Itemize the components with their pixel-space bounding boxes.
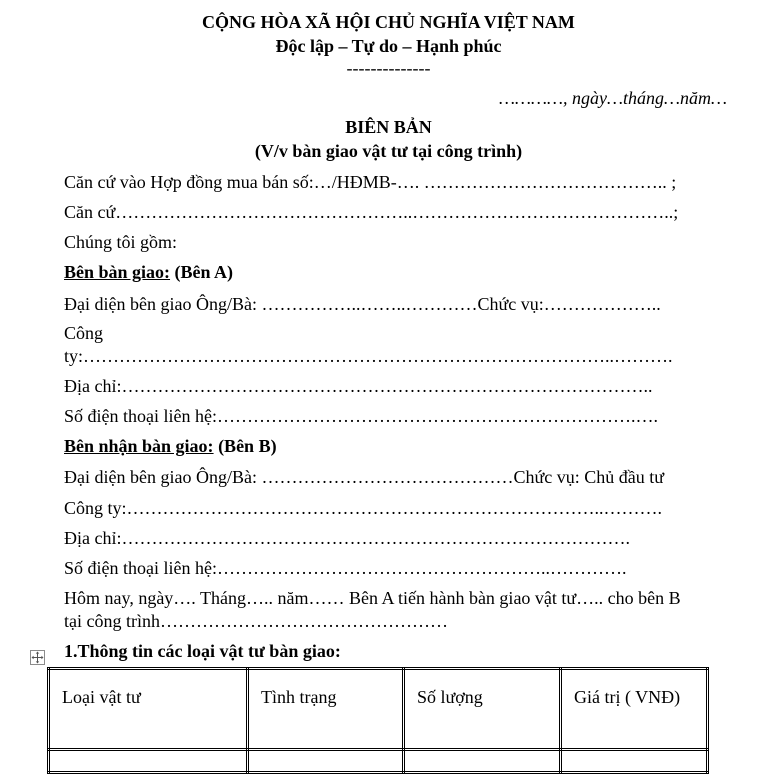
party-b-heading [64,437,277,455]
materials-table [47,667,709,774]
header-cell-quantity[interactable]: Số lượng [404,669,561,750]
party-a-company-line1: Công [64,323,104,343]
handover-line-2: tại công trình………………………………………… [64,611,448,631]
party-a-phone: Số điện thoại liên hệ:…………………………………………………………….…. [64,406,658,426]
party-b-heading-label: Bên nhận bàn giao: [64,436,214,456]
party-b-heading-suffix: (Bên B) [213,436,277,456]
move-icon [31,651,44,664]
table-cell[interactable] [248,750,404,773]
handover-line-1: Hôm nay, ngày…. Tháng….. năm…… Bên A tiến hành bàn giao vật tư….. cho bên B [64,588,681,608]
party-a-representative: Đại diện bên giao Ông/Bà: ……………..……..…………Chức vụ:……………….. [64,294,661,314]
header-separator: -------------- [346,58,431,78]
document-subtitle: (V/v bàn giao vật tư tại công trình) [254,141,523,161]
table-cell[interactable] [49,750,248,773]
party-a-heading-label: Bên bàn giao: [64,262,171,282]
party-a-heading-suffix: (Bên A) [170,262,234,282]
section-1-title: 1.Thông tin các loại vật tư bàn giao: [64,641,341,661]
header-cell-condition[interactable]: Tình trạng [248,669,404,750]
party-a-address: Địa chỉ:…………………………………………………………………………….. [64,376,653,396]
header-cell-material-type[interactable]: Loại vật tư [49,669,248,750]
party-b-representative: Đại diện bên giao Ông/Bà: ……………………………………Chức vụ: Chủ đầu tư [64,467,664,487]
document-title: BIÊN BẢN [345,117,432,137]
header-cell-value[interactable]: Giá trị ( VNĐ) [561,669,708,750]
table-row [49,750,708,773]
party-b-address: Địa chỉ:…………………………………………………………………………. [64,528,630,548]
national-title: CỘNG HÒA XÃ HỘI CHỦ NGHĨA VIỆT NAM [202,12,575,32]
party-b-phone: Số điện thoại liên hệ:………………………………………………..…………. [64,558,627,578]
party-a-heading [64,263,233,281]
we-include: Chúng tôi gồm: [64,232,178,252]
basis-contract: Căn cứ vào Hợp đồng mua bán số:…/HĐMB-…. ………………………………….. ; [64,172,677,192]
table-move-handle[interactable] [30,650,45,665]
basis-other: Căn cứ…………………………………………..……………………………………..; [64,202,679,222]
party-b-company: Công ty:……………………………………………………………………..………. [64,498,663,518]
table-header-row [49,669,708,750]
motto: Độc lập – Tự do – Hạnh phúc [275,36,502,56]
table-cell[interactable] [561,750,708,773]
date-line: …………, ngày…tháng…năm… [498,88,727,108]
table-cell[interactable] [404,750,561,773]
party-a-company-line2: ty:……………………………………………………………………………..………. [64,346,673,366]
